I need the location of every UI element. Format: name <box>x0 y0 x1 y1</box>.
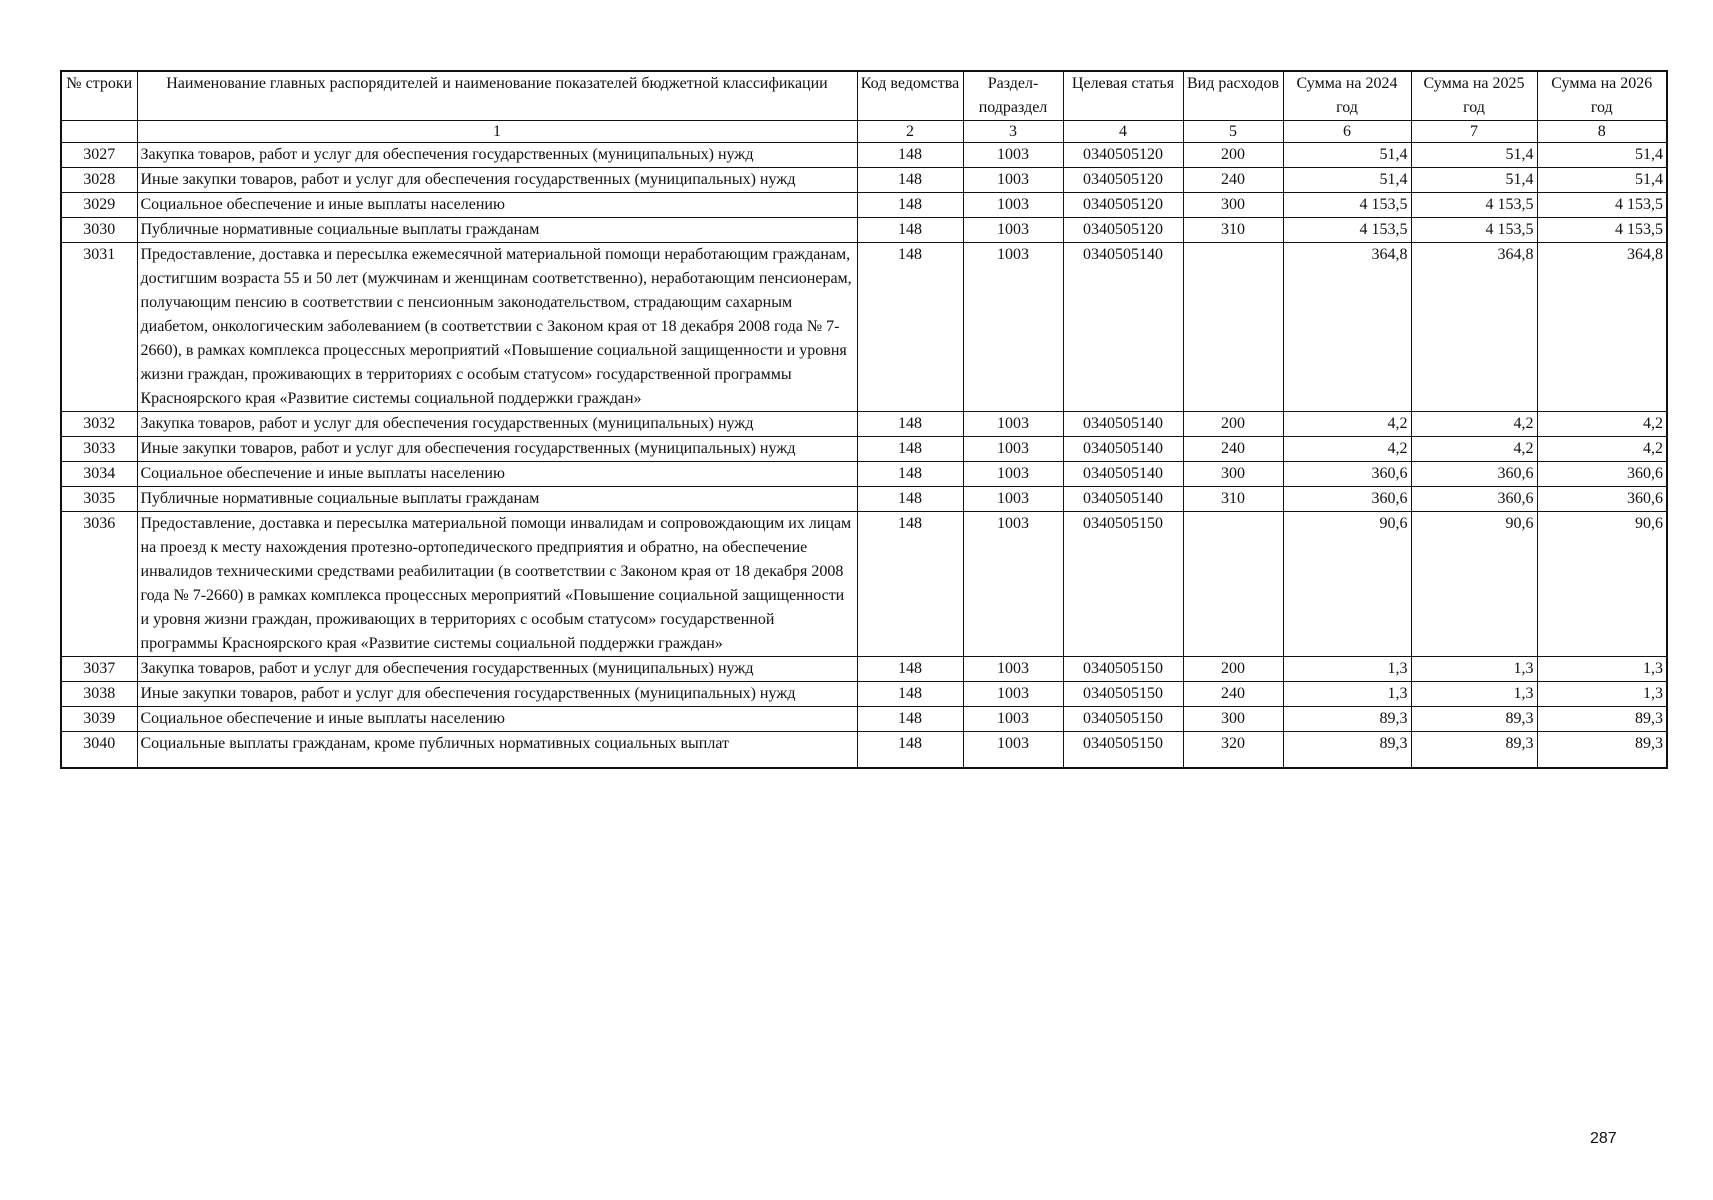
column-number: 2 <box>857 121 963 143</box>
row-dept-code: 148 <box>857 512 963 657</box>
row-sum-2026: 360,6 <box>1537 487 1667 512</box>
row-section: 1003 <box>963 218 1063 243</box>
row-sum-2024: 4,2 <box>1283 437 1411 462</box>
row-section: 1003 <box>963 657 1063 682</box>
row-sum-2025: 4,2 <box>1411 412 1537 437</box>
row-sum-2025: 51,4 <box>1411 143 1537 168</box>
row-sum-2026: 51,4 <box>1537 168 1667 193</box>
header-sum-2024: Сумма на 2024 год <box>1283 71 1411 121</box>
row-number: 3028 <box>61 168 137 193</box>
row-sum-2025: 4 153,5 <box>1411 218 1537 243</box>
row-sum-2026: 360,6 <box>1537 462 1667 487</box>
row-expense-type: 240 <box>1183 682 1283 707</box>
table-row <box>61 412 1667 437</box>
row-section: 1003 <box>963 193 1063 218</box>
row-section: 1003 <box>963 682 1063 707</box>
row-target: 0340505150 <box>1063 657 1183 682</box>
row-sum-2026: 51,4 <box>1537 143 1667 168</box>
row-sum-2026: 89,3 <box>1537 732 1667 768</box>
row-sum-2024: 51,4 <box>1283 168 1411 193</box>
row-dept-code: 148 <box>857 707 963 732</box>
row-target: 0340505140 <box>1063 487 1183 512</box>
row-name: Социальное обеспечение и иные выплаты населению <box>137 193 857 218</box>
row-target: 0340505150 <box>1063 732 1183 768</box>
row-sum-2024: 364,8 <box>1283 243 1411 412</box>
row-sum-2026: 1,3 <box>1537 682 1667 707</box>
row-expense-type: 300 <box>1183 193 1283 218</box>
row-section: 1003 <box>963 732 1063 768</box>
row-dept-code: 148 <box>857 487 963 512</box>
row-sum-2025: 90,6 <box>1411 512 1537 657</box>
header-dept-code: Код ведомства <box>857 71 963 121</box>
budget-table <box>60 70 1668 769</box>
row-sum-2025: 364,8 <box>1411 243 1537 412</box>
row-sum-2024: 89,3 <box>1283 732 1411 768</box>
row-sum-2024: 1,3 <box>1283 682 1411 707</box>
row-name: Закупка товаров, работ и услуг для обеспечения государственных (муниципальных) нужд <box>137 143 857 168</box>
table-row <box>61 193 1667 218</box>
row-target: 0340505120 <box>1063 218 1183 243</box>
header-expense-type: Вид расходов <box>1183 71 1283 121</box>
table-row <box>61 682 1667 707</box>
row-number: 3032 <box>61 412 137 437</box>
row-section: 1003 <box>963 512 1063 657</box>
row-sum-2024: 90,6 <box>1283 512 1411 657</box>
row-sum-2024: 360,6 <box>1283 487 1411 512</box>
column-numbers-row <box>61 121 1667 143</box>
row-sum-2025: 360,6 <box>1411 462 1537 487</box>
row-number: 3033 <box>61 437 137 462</box>
row-number: 3037 <box>61 657 137 682</box>
row-number: 3038 <box>61 682 137 707</box>
row-number: 3040 <box>61 732 137 768</box>
row-sum-2024: 1,3 <box>1283 657 1411 682</box>
row-number: 3029 <box>61 193 137 218</box>
row-section: 1003 <box>963 437 1063 462</box>
row-number: 3031 <box>61 243 137 412</box>
row-number: 3039 <box>61 707 137 732</box>
row-sum-2024: 51,4 <box>1283 143 1411 168</box>
row-sum-2026: 1,3 <box>1537 657 1667 682</box>
header-row <box>61 71 1667 121</box>
header-target: Целевая статья <box>1063 71 1183 121</box>
row-expense-type: 200 <box>1183 143 1283 168</box>
row-expense-type: 200 <box>1183 657 1283 682</box>
row-expense-type <box>1183 512 1283 657</box>
table-row <box>61 143 1667 168</box>
row-expense-type: 310 <box>1183 218 1283 243</box>
row-sum-2026: 364,8 <box>1537 243 1667 412</box>
header-sum-2026: Сумма на 2026 год <box>1537 71 1667 121</box>
row-expense-type: 320 <box>1183 732 1283 768</box>
table-row <box>61 487 1667 512</box>
table-row <box>61 512 1667 657</box>
row-dept-code: 148 <box>857 682 963 707</box>
row-number: 3034 <box>61 462 137 487</box>
row-target: 0340505120 <box>1063 143 1183 168</box>
row-sum-2025: 1,3 <box>1411 657 1537 682</box>
row-sum-2026: 4 153,5 <box>1537 218 1667 243</box>
row-expense-type: 300 <box>1183 462 1283 487</box>
row-sum-2025: 89,3 <box>1411 732 1537 768</box>
row-sum-2024: 4 153,5 <box>1283 193 1411 218</box>
row-target: 0340505140 <box>1063 412 1183 437</box>
header-row-no: № строки <box>61 71 137 121</box>
row-section: 1003 <box>963 462 1063 487</box>
row-name: Социальное обеспечение и иные выплаты населению <box>137 707 857 732</box>
row-number: 3035 <box>61 487 137 512</box>
row-dept-code: 148 <box>857 218 963 243</box>
row-dept-code: 148 <box>857 732 963 768</box>
row-sum-2025: 360,6 <box>1411 487 1537 512</box>
row-sum-2024: 360,6 <box>1283 462 1411 487</box>
table-row <box>61 437 1667 462</box>
row-sum-2025: 89,3 <box>1411 707 1537 732</box>
row-expense-type: 310 <box>1183 487 1283 512</box>
table-row <box>61 218 1667 243</box>
row-dept-code: 148 <box>857 193 963 218</box>
row-expense-type: 240 <box>1183 168 1283 193</box>
column-number: 3 <box>963 121 1063 143</box>
column-number: 8 <box>1537 121 1667 143</box>
row-sum-2026: 89,3 <box>1537 707 1667 732</box>
row-dept-code: 148 <box>857 168 963 193</box>
row-expense-type <box>1183 243 1283 412</box>
row-section: 1003 <box>963 168 1063 193</box>
row-name: Иные закупки товаров, работ и услуг для обеспечения государственных (муниципальных) нужд <box>137 437 857 462</box>
column-number: 6 <box>1283 121 1411 143</box>
column-number: 7 <box>1411 121 1537 143</box>
row-sum-2026: 4,2 <box>1537 437 1667 462</box>
table-row <box>61 707 1667 732</box>
row-name: Предоставление, доставка и пересылка ежемесячной материальной помощи неработающим гражданам, достигшим возраста 55 и 50 лет (мужчинам и женщинам соответственно), неработающим пенсионерам, получающим пенсию в соответствии с пенсионным законодательством, страдающим сахарным диабетом, онкологическим заболеванием (в соответствии с Законом края от 18 декабря 2008 года № 7-2660), в рамках комплекса процессных мероприятий «Повышение социальной защищенности и уровня жизни граждан, проживающих в территориях с особым статусом» государственной программы Красноярского края «Развитие системы социальной поддержки граждан» <box>137 243 857 412</box>
row-expense-type: 300 <box>1183 707 1283 732</box>
row-sum-2025: 4 153,5 <box>1411 193 1537 218</box>
row-name: Иные закупки товаров, работ и услуг для обеспечения государственных (муниципальных) нужд <box>137 682 857 707</box>
column-number: 5 <box>1183 121 1283 143</box>
row-name: Предоставление, доставка и пересылка материальной помощи инвалидам и сопровождающим их лицам на проезд к месту нахождения протезно-ортопедического предприятия и обратно, на обеспечение инвалидов техническими средствами реабилитации (в соответствии с Законом края от 18 декабря 2008 года № 7-2660) в рамках комплекса процессных мероприятий «Повышение социальной защищенности и уровня жизни граждан, проживающих в территориях с особым статусом» государственной программы Красноярского края «Развитие системы социальной поддержки граждан» <box>137 512 857 657</box>
row-name: Социальное обеспечение и иные выплаты населению <box>137 462 857 487</box>
row-target: 0340505120 <box>1063 193 1183 218</box>
row-target: 0340505120 <box>1063 168 1183 193</box>
row-target: 0340505140 <box>1063 243 1183 412</box>
row-number: 3036 <box>61 512 137 657</box>
row-expense-type: 240 <box>1183 437 1283 462</box>
table-row <box>61 657 1667 682</box>
row-name: Иные закупки товаров, работ и услуг для обеспечения государственных (муниципальных) нужд <box>137 168 857 193</box>
row-sum-2025: 51,4 <box>1411 168 1537 193</box>
header-name: Наименование главных распорядителей и наименование показателей бюджетной классификации <box>137 71 857 121</box>
row-dept-code: 148 <box>857 462 963 487</box>
table-row <box>61 168 1667 193</box>
column-number: 1 <box>137 121 857 143</box>
row-name: Публичные нормативные социальные выплаты гражданам <box>137 218 857 243</box>
row-dept-code: 148 <box>857 243 963 412</box>
column-number: 4 <box>1063 121 1183 143</box>
table-row <box>61 462 1667 487</box>
row-dept-code: 148 <box>857 657 963 682</box>
row-section: 1003 <box>963 243 1063 412</box>
row-sum-2024: 89,3 <box>1283 707 1411 732</box>
row-name: Закупка товаров, работ и услуг для обеспечения государственных (муниципальных) нужд <box>137 412 857 437</box>
row-section: 1003 <box>963 487 1063 512</box>
row-sum-2024: 4 153,5 <box>1283 218 1411 243</box>
row-dept-code: 148 <box>857 143 963 168</box>
row-target: 0340505140 <box>1063 437 1183 462</box>
row-sum-2026: 90,6 <box>1537 512 1667 657</box>
row-name: Публичные нормативные социальные выплаты гражданам <box>137 487 857 512</box>
header-section: Раздел-подраздел <box>963 71 1063 121</box>
row-section: 1003 <box>963 707 1063 732</box>
row-target: 0340505150 <box>1063 512 1183 657</box>
row-section: 1003 <box>963 412 1063 437</box>
row-sum-2024: 4,2 <box>1283 412 1411 437</box>
row-number: 3027 <box>61 143 137 168</box>
row-sum-2026: 4 153,5 <box>1537 193 1667 218</box>
row-target: 0340505140 <box>1063 462 1183 487</box>
page-number: 287 <box>1590 1130 1617 1147</box>
row-number: 3030 <box>61 218 137 243</box>
row-name: Закупка товаров, работ и услуг для обеспечения государственных (муниципальных) нужд <box>137 657 857 682</box>
row-dept-code: 148 <box>857 437 963 462</box>
row-sum-2026: 4,2 <box>1537 412 1667 437</box>
row-sum-2025: 1,3 <box>1411 682 1537 707</box>
header-sum-2025: Сумма на 2025 год <box>1411 71 1537 121</box>
row-name: Социальные выплаты гражданам, кроме публичных нормативных социальных выплат <box>137 732 857 768</box>
row-expense-type: 200 <box>1183 412 1283 437</box>
row-target: 0340505150 <box>1063 707 1183 732</box>
row-dept-code: 148 <box>857 412 963 437</box>
table-row <box>61 732 1667 768</box>
table-row <box>61 243 1667 412</box>
row-section: 1003 <box>963 143 1063 168</box>
row-target: 0340505150 <box>1063 682 1183 707</box>
row-sum-2025: 4,2 <box>1411 437 1537 462</box>
column-number <box>61 121 137 143</box>
